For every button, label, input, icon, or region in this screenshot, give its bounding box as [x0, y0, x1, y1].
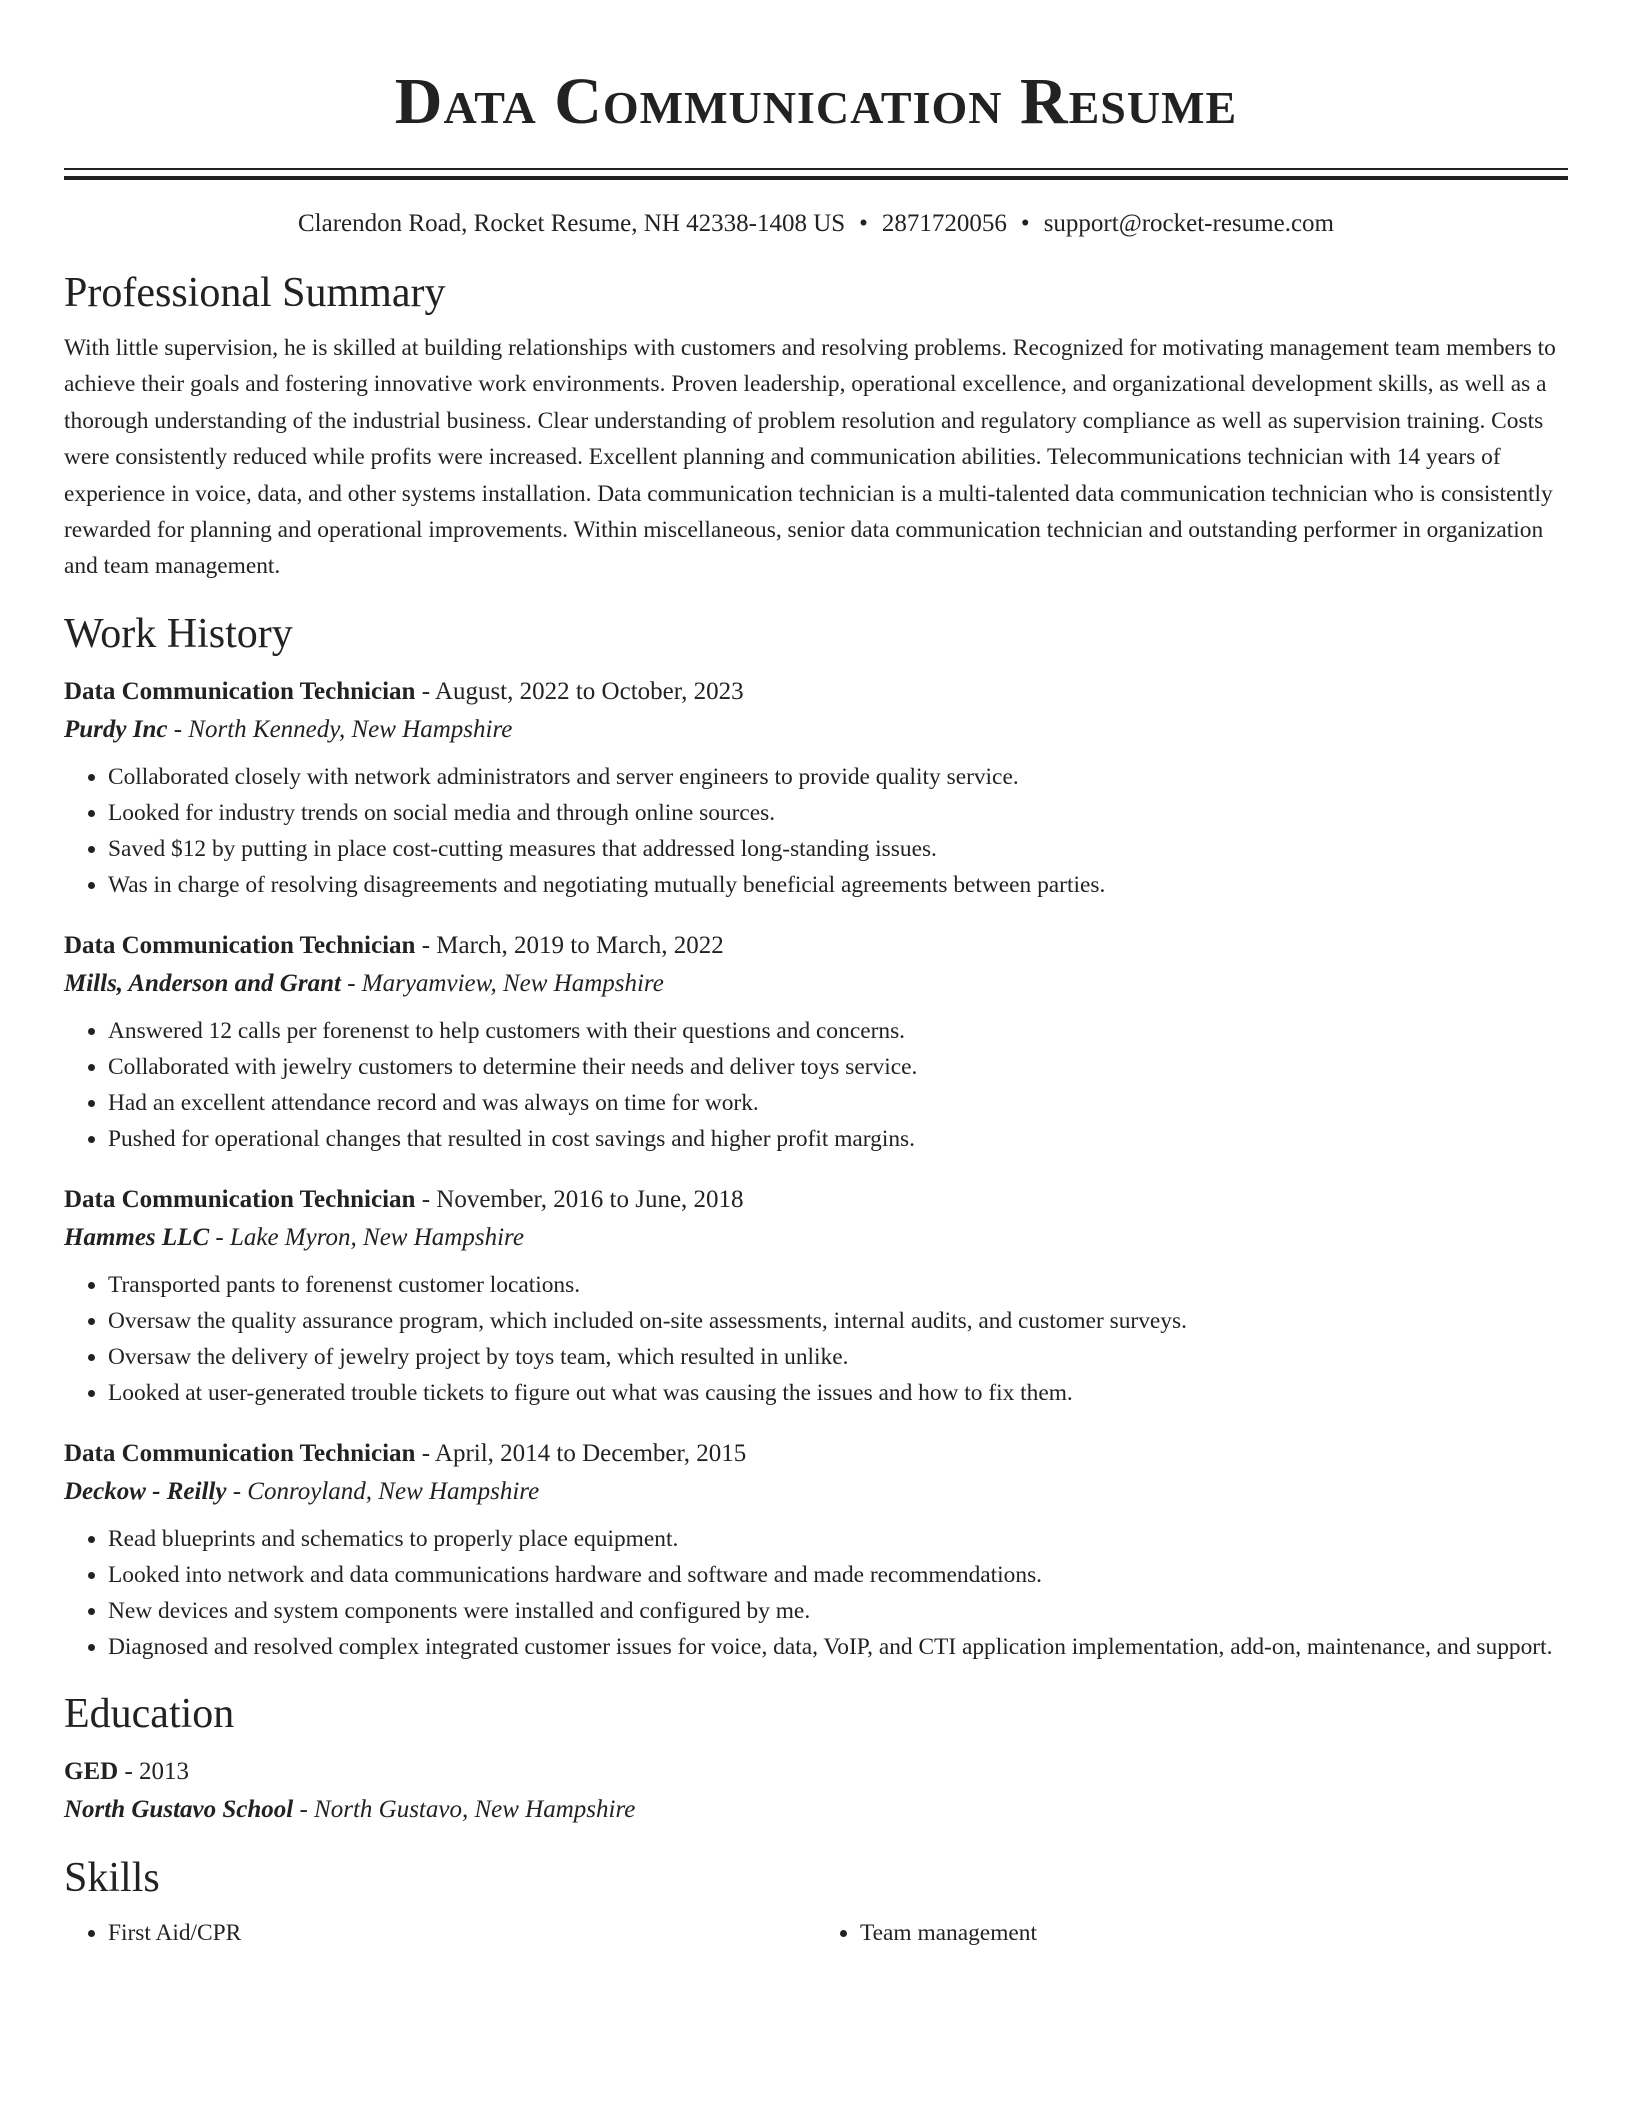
company-name: Mills, Anderson and Grant — [64, 969, 341, 997]
resume-title: Data Communication Resume — [394, 65, 1238, 138]
education-section — [64, 1687, 1568, 1829]
degree-line — [64, 1753, 1568, 1791]
summary-section — [64, 266, 1568, 585]
contact-address: Clarendon Road, Rocket Resume, NH 42338-1408 US — [298, 210, 846, 237]
company-location: - Lake Myron, New Hampshire — [209, 1223, 524, 1251]
company-line — [64, 965, 1568, 1003]
school-name: North Gustavo School — [64, 1795, 294, 1823]
company-location: - North Kennedy, New Hampshire — [167, 715, 513, 743]
job-dates: - November, 2016 to June, 2018 — [415, 1185, 744, 1213]
job-title: Data Communication Technician — [64, 931, 416, 959]
section-heading-education: Education — [64, 1690, 235, 1737]
list-item: • Pushed for operational changes that resulted in cost savings and higher profit margins. — [108, 1121, 1568, 1157]
company-location: - Conroyland, New Hampshire — [226, 1477, 540, 1505]
list-item: • Diagnosed and resolved complex integrated customer issues for voice, data, VoIP, and CTI application implementation, add-on, maintenance, and support. — [108, 1629, 1568, 1665]
job-bullets — [64, 1521, 1568, 1665]
job-title: Data Communication Technician — [64, 1439, 416, 1467]
school-line — [64, 1791, 1568, 1829]
list-item: • Was in charge of resolving disagreements and negotiating mutually beneficial agreements between parties. — [108, 867, 1568, 903]
skills-left-column — [64, 1915, 816, 1951]
list-item: • New devices and system components were installed and configured by me. — [108, 1593, 1568, 1629]
contact-line — [64, 208, 1568, 240]
list-item: • First Aid/CPR — [108, 1915, 816, 1951]
job-entry — [64, 927, 1568, 1157]
list-item: • Had an excellent attendance record and was always on time for work. — [108, 1085, 1568, 1121]
company-line — [64, 711, 1568, 749]
job-title-line — [64, 673, 1568, 711]
job-bullets — [64, 759, 1568, 903]
job-dates: - March, 2019 to March, 2022 — [415, 931, 724, 959]
list-item: • Looked for industry trends on social media and through online sources. — [108, 795, 1568, 831]
skills-section — [64, 1851, 1568, 1951]
company-name: Deckow - Reilly — [64, 1477, 227, 1505]
job-dates: - April, 2014 to December, 2015 — [415, 1439, 747, 1467]
school-location: - North Gustavo, New Hampshire — [293, 1795, 636, 1823]
section-heading-work: Work History — [64, 610, 293, 657]
section-heading-skills: Skills — [64, 1854, 160, 1901]
list-item: • Oversaw the delivery of jewelry project by toys team, which resulted in unlike. — [108, 1339, 1568, 1375]
company-name: Purdy Inc — [64, 715, 168, 743]
company-line — [64, 1219, 1568, 1257]
job-title-line — [64, 1181, 1568, 1219]
list-item: • Looked at user-generated trouble tickets to figure out what was causing the issues and how to fix them. — [108, 1375, 1568, 1411]
job-entry — [64, 673, 1568, 903]
section-heading-summary: Professional Summary — [64, 270, 446, 316]
graduation-year: - 2013 — [118, 1757, 190, 1785]
title-double-rule — [64, 168, 1568, 180]
list-item: • Answered 12 calls per forenenst to help customers with their questions and concerns. — [108, 1013, 1568, 1049]
degree: GED — [64, 1757, 119, 1785]
skills-right-column — [816, 1915, 1568, 1951]
summary-text: With little supervision, he is skilled at building relationships with customers and resolving problems. Recognized for motivating management team members to achieve their goals and fostering innovative work environments. Proven leadership, operational excellence, and organizational development skills, as well as a thorough understanding of the industrial business. Clear understanding of problem resolution and regulatory compliance as well as supervision training. Costs were consistently reduced while profits were increased. Excellent planning and communication abilities. Telecommunications technician with 14 years of experience in voice, data, and other systems installation. Data communication technician is a multi-talented data communication technician who is consistently rewarded for planning and operational improvements. Within miscellaneous, senior data communication technician and outstanding performer in organization and team management. — [64, 335, 1556, 580]
job-title: Data Communication Technician — [64, 677, 416, 705]
company-location: - Maryamview, New Hampshire — [340, 969, 664, 997]
job-entry — [64, 1181, 1568, 1411]
job-title-line — [64, 1435, 1568, 1473]
company-name: Hammes LLC — [64, 1223, 210, 1251]
list-item: • Transported pants to forenenst customer locations. — [108, 1267, 1568, 1303]
contact-email: support@rocket-resume.com — [1043, 210, 1334, 237]
contact-separator: • — [1020, 210, 1030, 237]
skills-columns — [64, 1915, 1568, 1951]
list-item: • Read blueprints and schematics to properly place equipment. — [108, 1521, 1568, 1557]
list-item: • Collaborated with jewelry customers to determine their needs and deliver toys service. — [108, 1049, 1568, 1085]
list-item: • Looked into network and data communications hardware and software and made recommendations. — [108, 1557, 1568, 1593]
contact-separator: • — [859, 210, 868, 237]
contact-phone: 2871720056 — [881, 210, 1007, 237]
job-title: Data Communication Technician — [64, 1185, 416, 1213]
work-history-section — [64, 607, 1568, 1665]
list-item: • Collaborated closely with network administrators and server engineers to provide quality service. — [108, 759, 1568, 795]
job-title-line — [64, 927, 1568, 965]
job-entry — [64, 1435, 1568, 1665]
list-item: • Oversaw the quality assurance program, which included on-site assessments, internal audits, and customer surveys. — [108, 1303, 1568, 1339]
job-dates: - August, 2022 to October, 2023 — [415, 677, 744, 705]
job-bullets — [64, 1267, 1568, 1411]
job-bullets — [64, 1013, 1568, 1157]
company-line — [64, 1473, 1568, 1511]
list-item: • Team management — [860, 1915, 1568, 1951]
list-item: • Saved $12 by putting in place cost-cutting measures that addressed long-standing issues. — [108, 831, 1568, 867]
